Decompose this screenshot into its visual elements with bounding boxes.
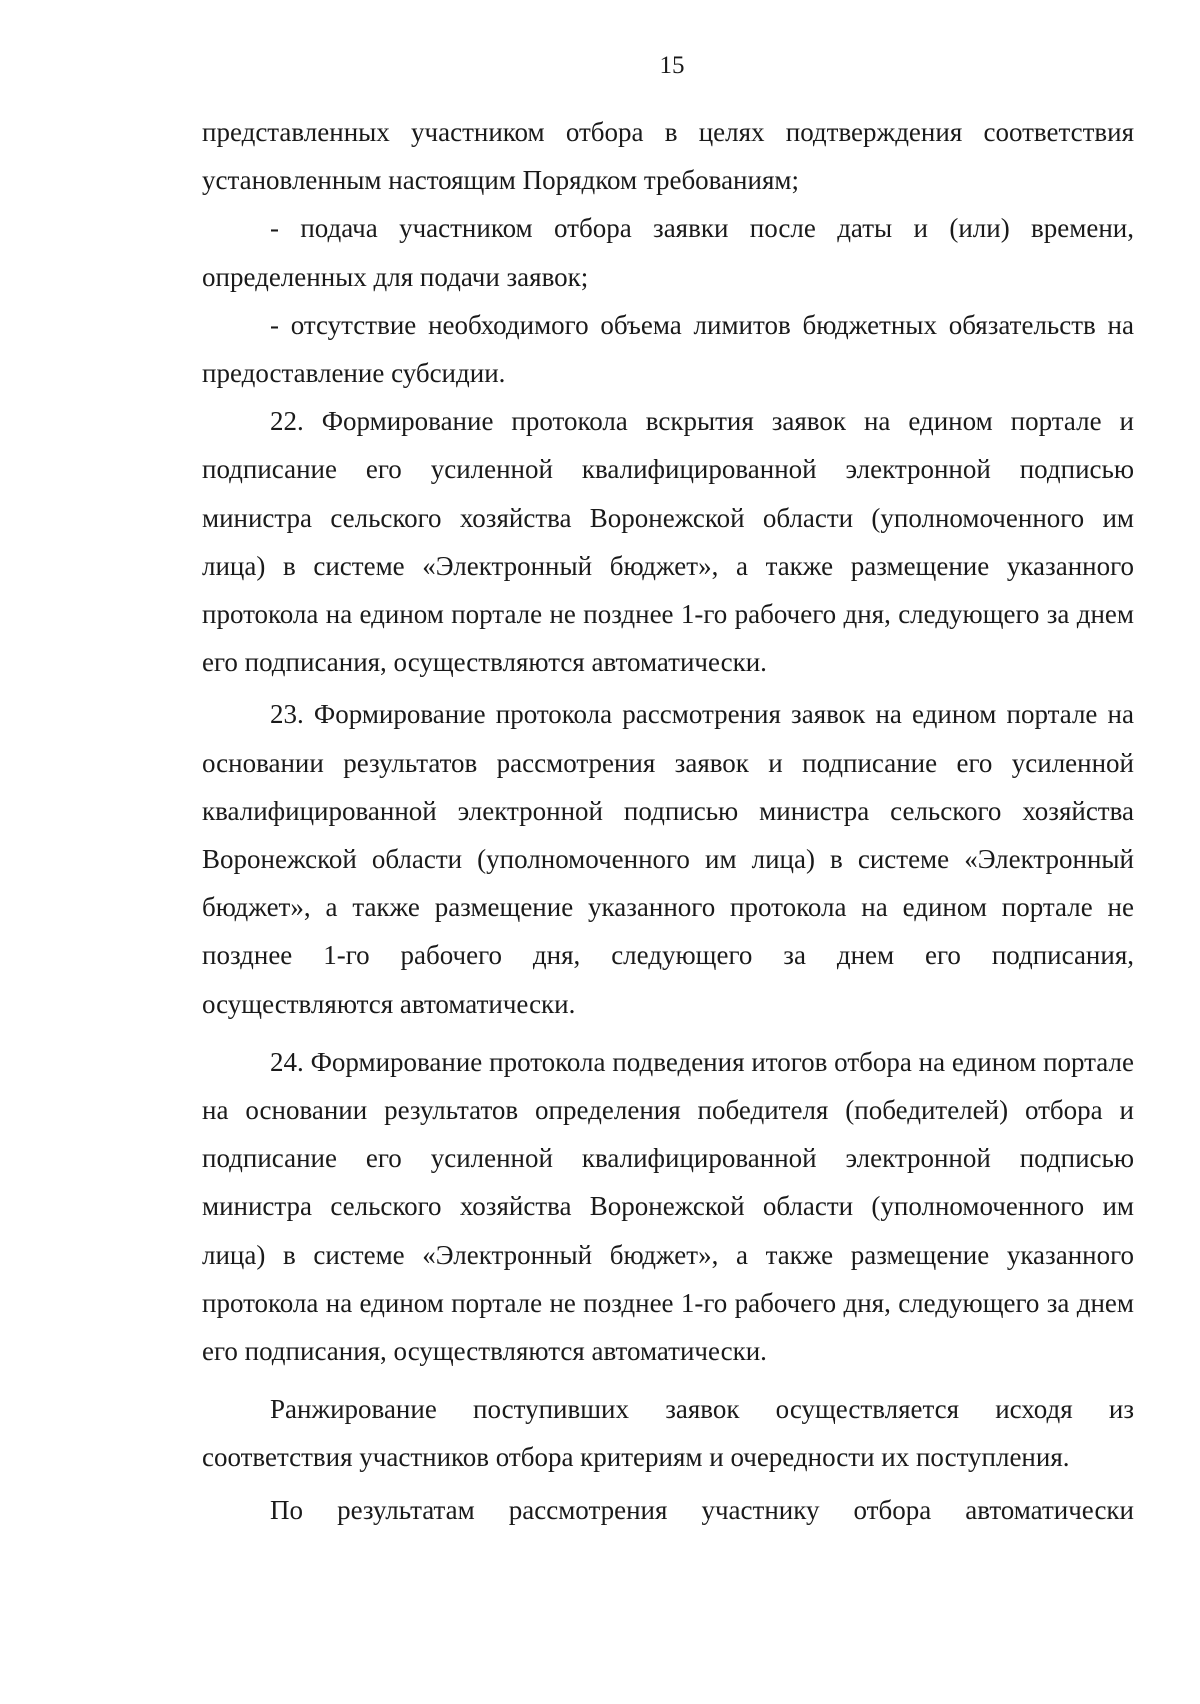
paragraph-list-item: - отсутствие необходимого объема лимитов бюджетных обязательств на предоставление субсидии. xyxy=(202,309,1134,389)
paragraph-item-24: 24. Формирование протокола подведения итогов отбора на едином портале на основании результатов определения победителя (победителей) отбора и подписание его усиленной квалифицированной электронной подписью министра сельского хозяйства Воронежской области (уполномоченного им лица) в системе «Электронный бюджет», а также размещение указанного протокола на едином портале не позднее 1-го рабочего дня, следующего за днем его подписания, осуществляются автоматически. xyxy=(202,1046,1134,1367)
document-body xyxy=(202,108,1134,1534)
paragraph-list-item: - подача участником отбора заявки после даты и (или) времени, определенных для подачи заявок; xyxy=(202,213,1134,292)
paragraph-results: По результатам рассмотрения участнику отбора автоматически xyxy=(270,1494,1134,1525)
paragraph-item-22: 22. Формирование протокола вскрытия заявок на едином портале и подписание его усиленной квалифицированной электронной подписью министра сельского хозяйства Воронежской области (уполномоченного им лица) в системе «Электронный бюджет», а также размещение указанного протокола на едином портале не позднее 1-го рабочего дня, следующего за днем его подписания, осуществляются автоматически. xyxy=(202,406,1134,678)
paragraph-ranking: Ранжирование поступивших заявок осуществляется исходя из соответствия участников отбора критериям и очередности их поступления. xyxy=(202,1394,1134,1473)
page-number: 15 xyxy=(659,52,685,79)
paragraph-continuation: представленных участником отбора в целях подтверждения соответствия установленным настоящим Порядком требованиям; xyxy=(202,117,1134,196)
paragraph-item-23: 23. Формирование протокола рассмотрения заявок на едином портале на основании результатов рассмотрения заявок и подписание его усиленной квалифицированной электронной подписью министра сельского хозяйства Воронежской области (уполномоченного им лица) в системе «Электронный бюджет», а также размещение указанного протокола на едином портале не позднее 1-го рабочего дня, следующего за днем его подписания, осуществляются автоматически. xyxy=(202,699,1134,1019)
